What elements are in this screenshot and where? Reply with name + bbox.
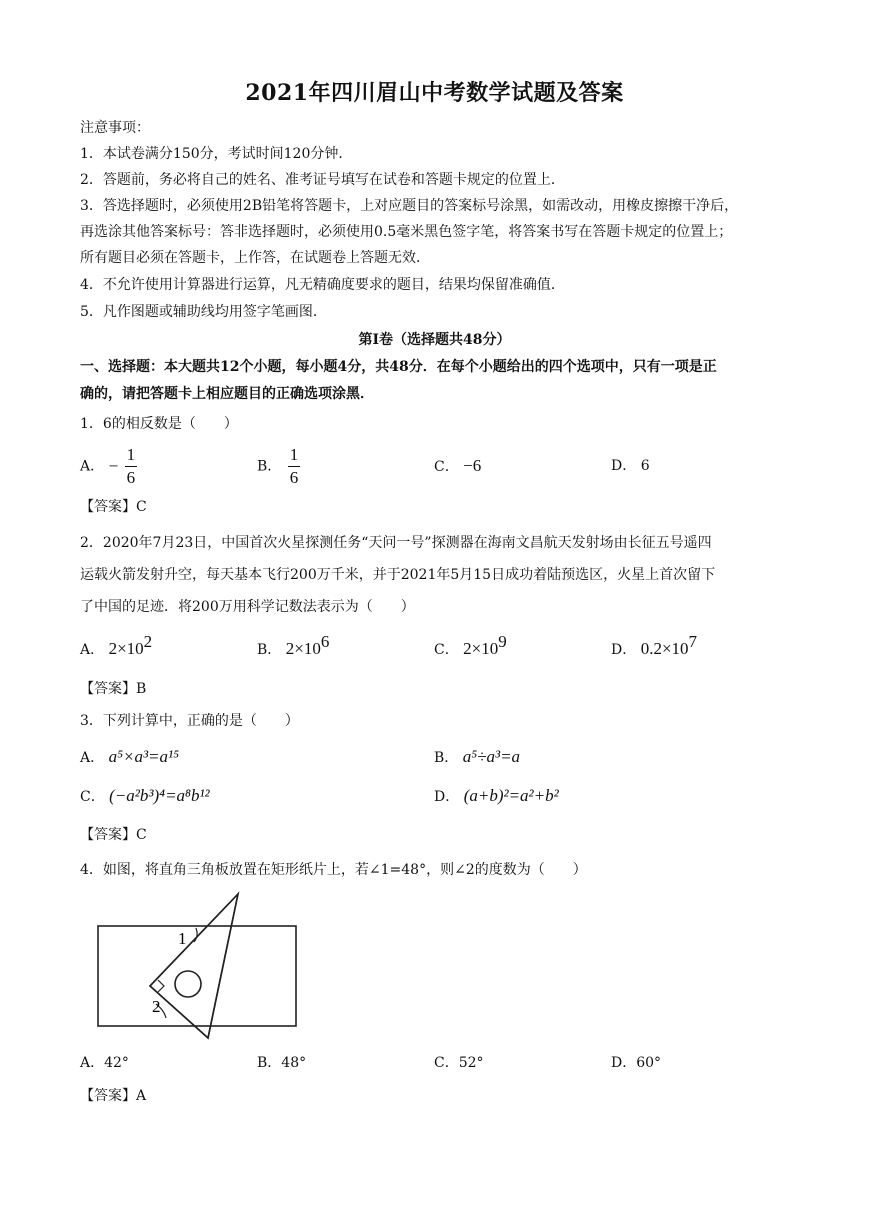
note-2: 2．答题前，务必将自己的姓名、准考证号填写在试卷和答题卡规定的位置上． xyxy=(80,172,565,188)
q1-option-d xyxy=(611,456,650,476)
q3-option-a-label: A． xyxy=(80,750,105,766)
q2-option-c-exponent: 9 xyxy=(498,632,507,651)
page-title: 2021年四川眉山中考数学试题及答案 xyxy=(245,80,624,106)
q3-stem: 3．下列计算中，正确的是（ ） xyxy=(80,713,299,729)
q3-answer: 【答案】C xyxy=(80,827,147,843)
q3-option-c-expression: (−a²b³)⁴=a⁸b¹² xyxy=(109,786,210,805)
q1-option-d-label: D． xyxy=(611,458,637,474)
q2-option-d-base: 0.2×10 xyxy=(640,639,689,658)
q1-option-c-value: −6 xyxy=(463,456,482,475)
q2-option-c-label: C． xyxy=(434,642,459,658)
note-3-line-1: 3．答选择题时，必须使用2B铅笔将答题卡，上对应题目的答案标号涂黑，如需改动，用橡皮擦擦干净后， xyxy=(80,198,739,214)
note-3-line-3: 所有题目必须在答题卡，上作答，在试题卷上答题无效． xyxy=(80,250,430,266)
q2-stem-line-2: 运载火箭发射升空，每天基本飞行200万千米，并于2021年5月15日成功着陆预选区，火星上首次留下 xyxy=(80,567,716,583)
q4-figure-triangle xyxy=(150,894,238,1038)
q3-option-a-expression: a⁵×a³=a¹⁵ xyxy=(108,747,180,766)
q2-option-c-base: 2×10 xyxy=(463,639,499,658)
q4-answer: 【答案】A xyxy=(80,1088,147,1104)
q4-option-a: A．42° xyxy=(80,1055,129,1071)
q2-option-b-label: B． xyxy=(257,642,282,658)
q2-stem-line-1: 2．2020年7月23日，中国首次火星探测任务“天问一号”探测器在海南文昌航天发射场由长征五号遥四 xyxy=(80,535,712,551)
q2-stem-line-3: 了中国的足迹．将200万用科学记数法表示为（ ） xyxy=(80,599,415,615)
q1-option-c xyxy=(434,456,481,477)
q3-option-d xyxy=(434,786,559,807)
q2-option-d xyxy=(611,632,698,660)
q1-option-a xyxy=(80,444,137,489)
q1-option-b-denominator: 6 xyxy=(289,468,299,487)
q4-stem: 4．如图，将直角三角板放置在矩形纸片上，若∠1=48°，则∠2的度数为（ ） xyxy=(80,862,587,878)
q3-option-c-label: C． xyxy=(80,789,105,805)
q3-option-c xyxy=(80,786,210,807)
q1-option-b-numerator: 1 xyxy=(288,444,301,467)
q2-option-a xyxy=(80,632,153,660)
q1-option-a-fraction xyxy=(125,444,138,489)
section-title: 第Ⅰ卷（选择题共48分） xyxy=(358,332,511,348)
q4-option-b: B．48° xyxy=(257,1055,307,1071)
q3-option-d-expression: (a+b)²=a²+b² xyxy=(463,786,559,805)
q1-option-d-value: 6 xyxy=(640,458,650,474)
q3-option-d-label: D． xyxy=(434,789,460,805)
q2-option-a-exponent: 2 xyxy=(143,632,153,651)
q1-option-c-label: C． xyxy=(434,459,459,475)
q1-option-b-label: B． xyxy=(257,458,282,475)
q4-figure-label-1: 1 xyxy=(178,929,187,948)
q2-option-a-base: 2×10 xyxy=(108,639,144,658)
q2-option-d-exponent: 7 xyxy=(688,632,698,651)
q4-figure-triangle-on-rectangle xyxy=(88,886,308,1046)
q1-option-a-numerator: 1 xyxy=(125,444,138,467)
q4-figure-label-2: 2 xyxy=(152,997,161,1016)
q2-option-c xyxy=(434,632,507,660)
part1-instructions-line-2: 确的，请把答题卡上相应题目的正确选项涂黑． xyxy=(80,386,374,402)
q3-option-b-expression: a⁵÷a³=a xyxy=(462,747,521,766)
q4-option-d: D．60° xyxy=(611,1055,662,1071)
note-4: 4．不允许使用计算器进行运算，凡无精确度要求的题目，结果均保留准确值． xyxy=(80,277,565,293)
q1-stem: 1．6的相反数是（ ） xyxy=(80,416,238,432)
notes-heading: 注意事项： xyxy=(80,120,150,136)
q4-option-c: C．52° xyxy=(434,1055,484,1071)
note-3-line-2: 再选涂其他答案标号：答非选择题时，必须使用0.5毫米黑色签字笔，将答案书写在答题卡规定的位置上； xyxy=(80,224,733,240)
q2-option-a-label: A． xyxy=(80,642,105,658)
q1-option-b-fraction xyxy=(288,444,301,489)
note-1: 1．本试卷满分150分，考试时间120分钟． xyxy=(80,146,353,162)
note-5: 5．凡作图题或辅助线均用签字笔画图． xyxy=(80,304,327,320)
q3-option-b-label: B． xyxy=(434,750,459,766)
q1-option-a-denominator: 6 xyxy=(126,468,136,487)
q1-answer: 【答案】C xyxy=(80,499,147,515)
q1-option-a-sign: − xyxy=(108,456,119,476)
q1-option-b xyxy=(257,444,300,489)
part1-instructions-line-1: 一、选择题：本大题共12个小题，每小题4分，共48分．在每个小题给出的四个选项中，只有一项是正 xyxy=(80,359,717,375)
q3-option-a xyxy=(80,747,179,768)
q2-option-b-base: 2×10 xyxy=(285,639,321,658)
q3-option-b xyxy=(434,747,520,768)
q2-option-b-exponent: 6 xyxy=(320,632,330,651)
q2-option-b xyxy=(257,632,330,660)
q2-option-d-label: D． xyxy=(611,642,637,658)
q2-answer: 【答案】B xyxy=(80,681,147,697)
q1-option-a-label: A． xyxy=(80,458,105,475)
